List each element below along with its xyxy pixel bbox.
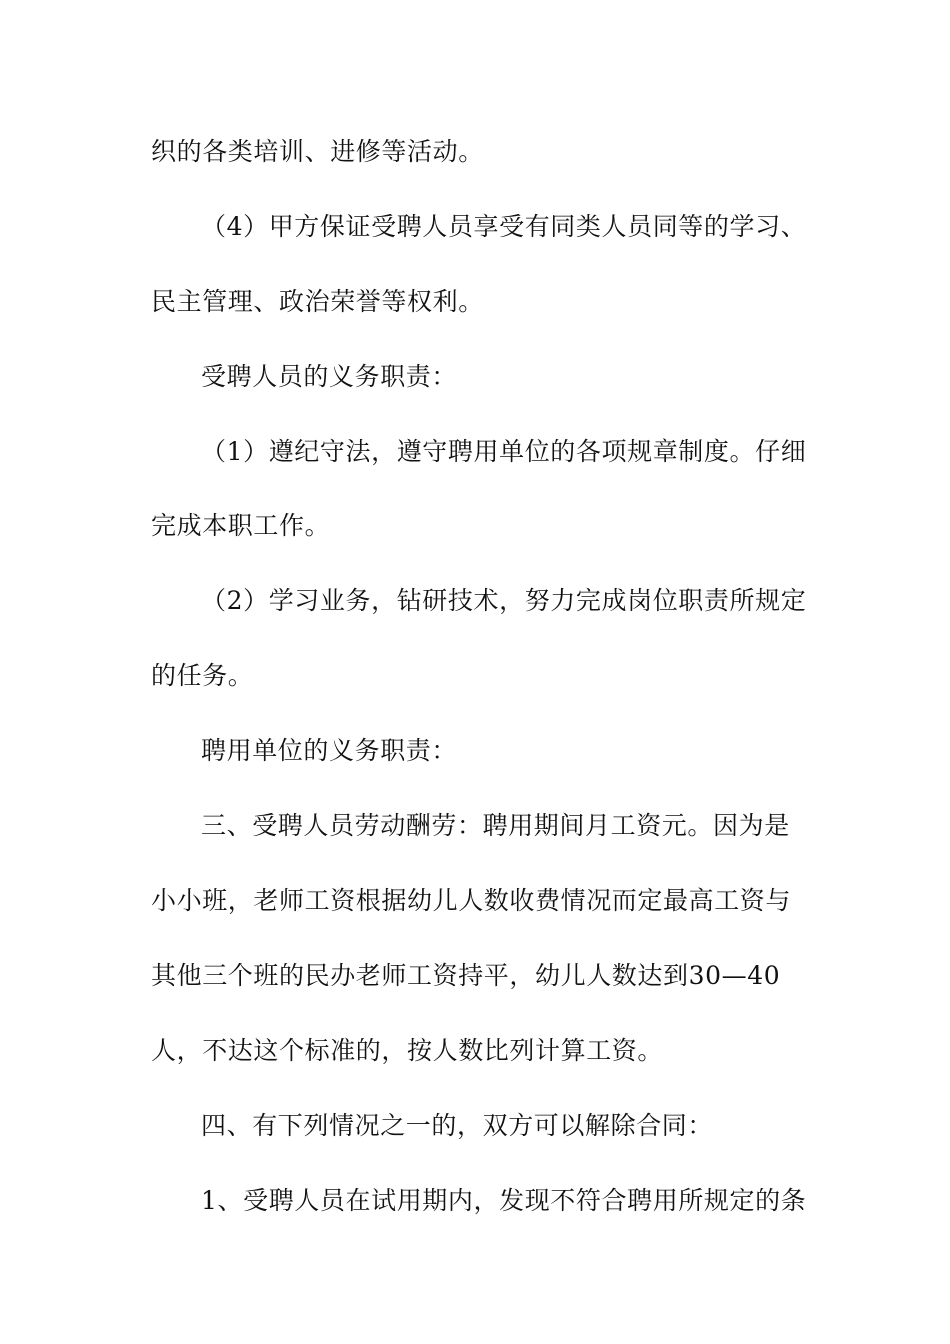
text-line: 完成本职工作。 [151,511,331,540]
text-line: 四、有下列情况之一的，双方可以解除合同： [201,1111,714,1140]
text-line: 1、受聘人员在试用期内，发现不符合聘用所规定的条 [201,1186,807,1215]
section-heading: 受聘人员的义务职责： [201,362,458,391]
text-line: 织的各类培训、进修等活动。 [151,137,484,166]
text-line: 民主管理、政治荣誉等权利。 [151,287,484,316]
text-line: 小小班，老师工资根据幼儿人数收费情况而定最高工资与 [151,886,792,915]
text-line: （4）甲方保证受聘人员享受有同类人员同等的学习、 [201,212,807,241]
text-line: 人，不达这个标准的，按人数比列计算工资。 [151,1036,664,1065]
text-line: 的任务。 [151,661,254,690]
text-line: （2）学习业务，钻研技术，努力完成岗位职责所规定 [201,586,807,615]
section-heading: 聘用单位的义务职责： [201,736,458,765]
text-line: 三、受聘人员劳动酬劳：聘用期间月工资元。因为是 [201,811,790,840]
text-line: 其他三个班的民办老师工资持平，幼儿人数达到30—40 [151,961,781,990]
text-line: （1）遵纪守法，遵守聘用单位的各项规章制度。仔细 [201,437,807,466]
